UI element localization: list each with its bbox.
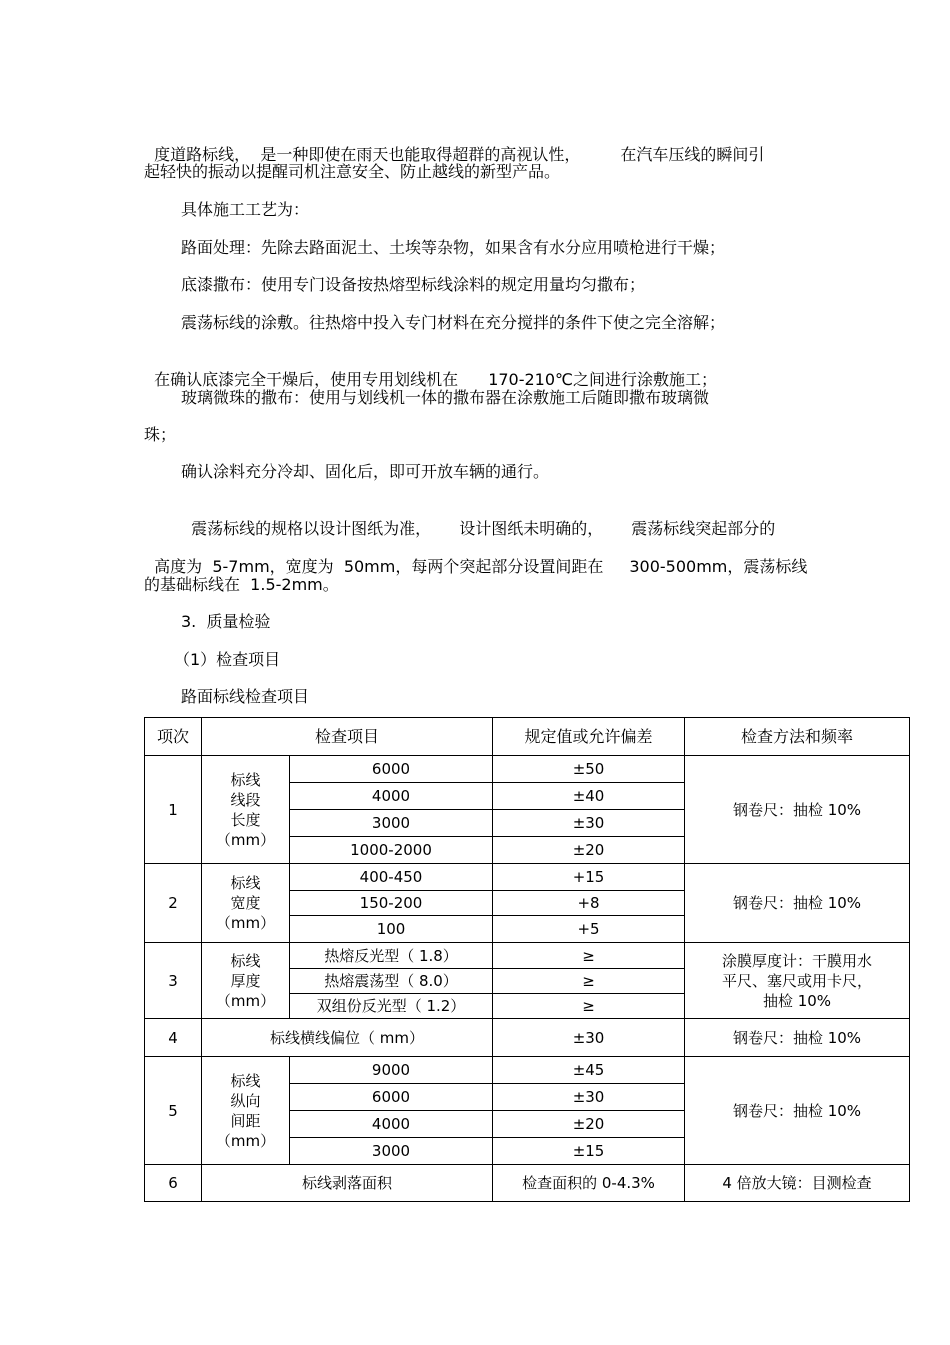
- tolerance-value: ±30: [493, 1019, 685, 1057]
- spec-value: 热熔反光型（ 1.8）: [290, 943, 493, 969]
- paragraph-text: 震荡标线的规格以设计图纸为准，: [191, 519, 432, 538]
- spec-value: 双组份反光型（ 1.2）: [290, 994, 493, 1019]
- item-label: [202, 943, 290, 1019]
- item-label-line: 间距: [230, 1111, 261, 1130]
- paragraph-text: 震荡标线突起部分的: [631, 519, 776, 538]
- table-row: [145, 943, 910, 969]
- tolerance-value: ±45: [493, 1057, 685, 1084]
- subsection-heading: （1）检查项目: [174, 650, 281, 669]
- paragraph-line: 起轻快的振动以提醒司机注意安全、防止越线的新型产品。: [144, 162, 561, 181]
- item-label-line: 标线: [230, 874, 261, 892]
- item-number: 4: [145, 1019, 202, 1057]
- item-label-line: （mm）: [215, 991, 276, 1010]
- item-label-line: 线段: [230, 790, 261, 809]
- item-number: 5: [145, 1057, 202, 1165]
- paragraph-text: 在汽车压线的瞬间引: [620, 145, 765, 164]
- check-method: 4 倍放大镜：目测检查: [685, 1165, 910, 1202]
- paragraph-line: 的基础标线在 1.5-2mm。: [144, 575, 339, 594]
- check-method: 钢卷尺：抽检 10%: [685, 1057, 910, 1165]
- table-row: [145, 756, 910, 783]
- paragraph-line: [144, 125, 764, 165]
- paragraph-line: 确认涂料充分冷却、固化后，即可开放车辆的通行。: [181, 462, 550, 481]
- paragraph-line: [144, 537, 807, 577]
- item-label-line: （mm）: [215, 830, 276, 849]
- tolerance-value: ±20: [493, 837, 685, 864]
- tolerance-value: ≥: [493, 994, 685, 1019]
- paragraph-text: 高度为 5-7mm，宽度为 50mm，每两个突起部分设置间距在: [154, 557, 604, 576]
- tolerance-value: ≥: [493, 943, 685, 969]
- tolerance-value: +15: [493, 864, 685, 891]
- item-label-line: （mm）: [215, 914, 276, 932]
- spec-value: 4000: [290, 783, 493, 810]
- spec-value: 9000: [290, 1057, 493, 1084]
- item-label-line: （mm）: [215, 1131, 276, 1150]
- spec-value: 3000: [290, 810, 493, 837]
- check-method: 钢卷尺：抽检 10%: [685, 864, 910, 943]
- item-label-line: 纵向: [230, 1091, 261, 1110]
- tolerance-value: +8: [493, 891, 685, 916]
- item-label-line: 厚度: [230, 971, 261, 990]
- tolerance-value: ±40: [493, 783, 685, 810]
- tolerance-value: +5: [493, 916, 685, 943]
- paragraph-text: 300-500mm，震荡标线: [629, 557, 808, 576]
- spec-value: 400-450: [290, 864, 493, 891]
- header-cell: 检查方法和频率: [685, 718, 910, 756]
- table-row: [145, 1019, 910, 1057]
- paragraph-text: 在确认底漆完全干燥后，使用专用划线机在: [154, 370, 459, 389]
- paragraph-line: [144, 350, 717, 390]
- paragraph-line: 底漆撒布：使用专门设备按热熔型标线涂料的规定用量均匀撒布；: [181, 275, 646, 294]
- spec-value: 1000-2000: [290, 837, 493, 864]
- table-header-row: [145, 718, 910, 756]
- spec-value: 3000: [290, 1138, 493, 1165]
- paragraph-text: 170-210℃之间进行涂敷施工；: [488, 370, 718, 389]
- header-cell: 项次: [145, 718, 202, 756]
- paragraph-line: 震荡标线的涂敷。往热熔中投入专门材料在充分搅拌的条件下使之完全溶解；: [181, 313, 726, 332]
- spec-value: 100: [290, 916, 493, 943]
- item-label-line: 标线: [230, 1071, 261, 1090]
- paragraph-line: 玻璃微珠的撒布：使用与划线机一体的撒布器在涂敷施工后随即撒布玻璃微: [181, 388, 710, 407]
- check-method-line: 平尺、塞尺或用卡尺，: [722, 971, 873, 990]
- paragraph-line: [181, 499, 775, 539]
- spec-value: 热熔震荡型（ 8.0）: [290, 969, 493, 994]
- item-number: 2: [145, 864, 202, 943]
- check-method-line: 抽检 10%: [762, 991, 832, 1010]
- tolerance-value: ±15: [493, 1138, 685, 1165]
- paragraph-text: 设计图纸未明确的，: [459, 519, 604, 538]
- header-cell: 检查项目: [202, 718, 493, 756]
- item-label-line: 标线: [230, 770, 261, 789]
- check-method: 钢卷尺：抽检 10%: [685, 1019, 910, 1057]
- item-label-line: 宽度: [230, 894, 261, 912]
- section-heading: 3. 质量检验: [181, 612, 271, 631]
- check-method: 钢卷尺：抽检 10%: [685, 756, 910, 864]
- tolerance-value: ≥: [493, 969, 685, 994]
- item-number: 3: [145, 943, 202, 1019]
- paragraph-line: 具体施工工艺为：: [181, 200, 310, 219]
- tolerance-value: ±30: [493, 1084, 685, 1111]
- check-method-line: 涂膜厚度计：干膜用水: [722, 951, 873, 970]
- check-method: [685, 943, 910, 1019]
- tolerance-value: ±30: [493, 810, 685, 837]
- tolerance-value: ±20: [493, 1111, 685, 1138]
- table-title: 路面标线检查项目: [181, 687, 310, 706]
- paragraph-text: 度道路标线， 是一种即使在雨天也能取得超群的高视认性，: [154, 145, 581, 164]
- table-row: [145, 1057, 910, 1084]
- item-label-line: 标线: [230, 951, 261, 970]
- item-label: [202, 864, 290, 943]
- header-cell: 规定值或允许偏差: [493, 718, 685, 756]
- item-number: 6: [145, 1165, 202, 1202]
- table-row: [145, 1165, 910, 1202]
- spec-value: 6000: [290, 1084, 493, 1111]
- item-label: [202, 1057, 290, 1165]
- item-label: 标线横线偏位（ mm）: [202, 1019, 493, 1057]
- table-row: [145, 864, 910, 891]
- tolerance-value: ±50: [493, 756, 685, 783]
- spec-value: 4000: [290, 1111, 493, 1138]
- item-label: 标线剥落面积: [202, 1165, 493, 1202]
- spec-value: 150-200: [290, 891, 493, 916]
- tolerance-value: 检查面积的 0-4.3%: [493, 1165, 685, 1202]
- inspection-table: [144, 717, 910, 1202]
- item-label: [202, 756, 290, 864]
- item-label-line: 长度: [230, 810, 261, 829]
- paragraph-line: 珠；: [144, 425, 177, 444]
- spec-value: 6000: [290, 756, 493, 783]
- item-number: 1: [145, 756, 202, 864]
- paragraph-line: 路面处理：先除去路面泥土、土埃等杂物，如果含有水分应用喷枪进行干燥；: [181, 238, 726, 257]
